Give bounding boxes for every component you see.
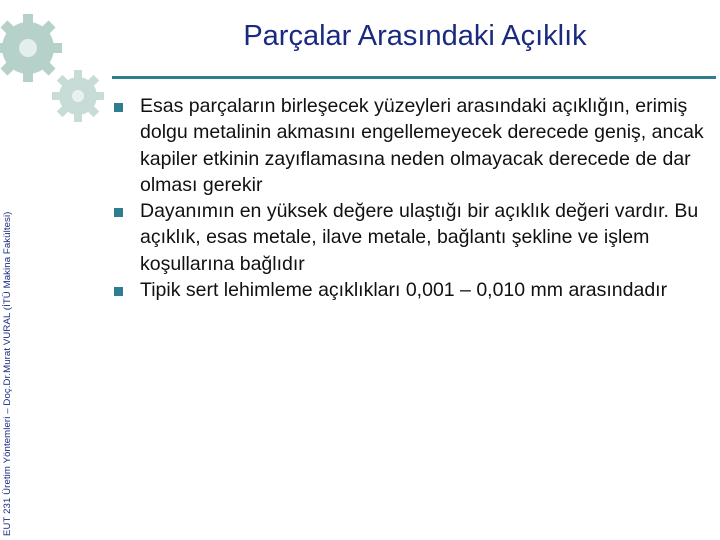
square-bullet-icon xyxy=(114,208,123,217)
bullet-text: Esas parçaların birleşecek yüzeyleri arasındaki açıklığın, erimiş dolgu metalinin akmasını engellemeyecek derecede geniş, ancak kapiler etkinin zayıflamasına neden olmayacak derecede de dar olması gerekir xyxy=(140,95,704,196)
slide-title: Parçalar Arasındaki Açıklık xyxy=(243,20,587,52)
gears-decoration xyxy=(0,0,110,140)
bullet-item xyxy=(114,277,714,303)
square-bullet-icon xyxy=(114,287,123,296)
square-bullet-icon xyxy=(114,103,123,112)
bullet-text: Dayanımın en yüksek değere ulaştığı bir açıklık değeri vardır. Bu açıklık, esas metale, ilave metale, bağlantı şekline ve işlem koşullarına bağlıdır xyxy=(140,200,699,275)
gear-icon xyxy=(0,14,62,82)
gear-icon xyxy=(52,70,104,122)
bullet-text: Tipik sert lehimleme açıklıkları 0,001 – 0,010 mm arasındadır xyxy=(140,279,668,302)
bullet-list xyxy=(114,93,714,303)
title-divider xyxy=(112,76,716,79)
side-caption: EUT 231 Üretim Yöntemleri – Doç.Dr.Murat VURAL (İTÜ Makina Fakültesi) xyxy=(2,211,13,536)
bullet-item xyxy=(114,198,714,277)
bullet-item xyxy=(114,93,714,198)
